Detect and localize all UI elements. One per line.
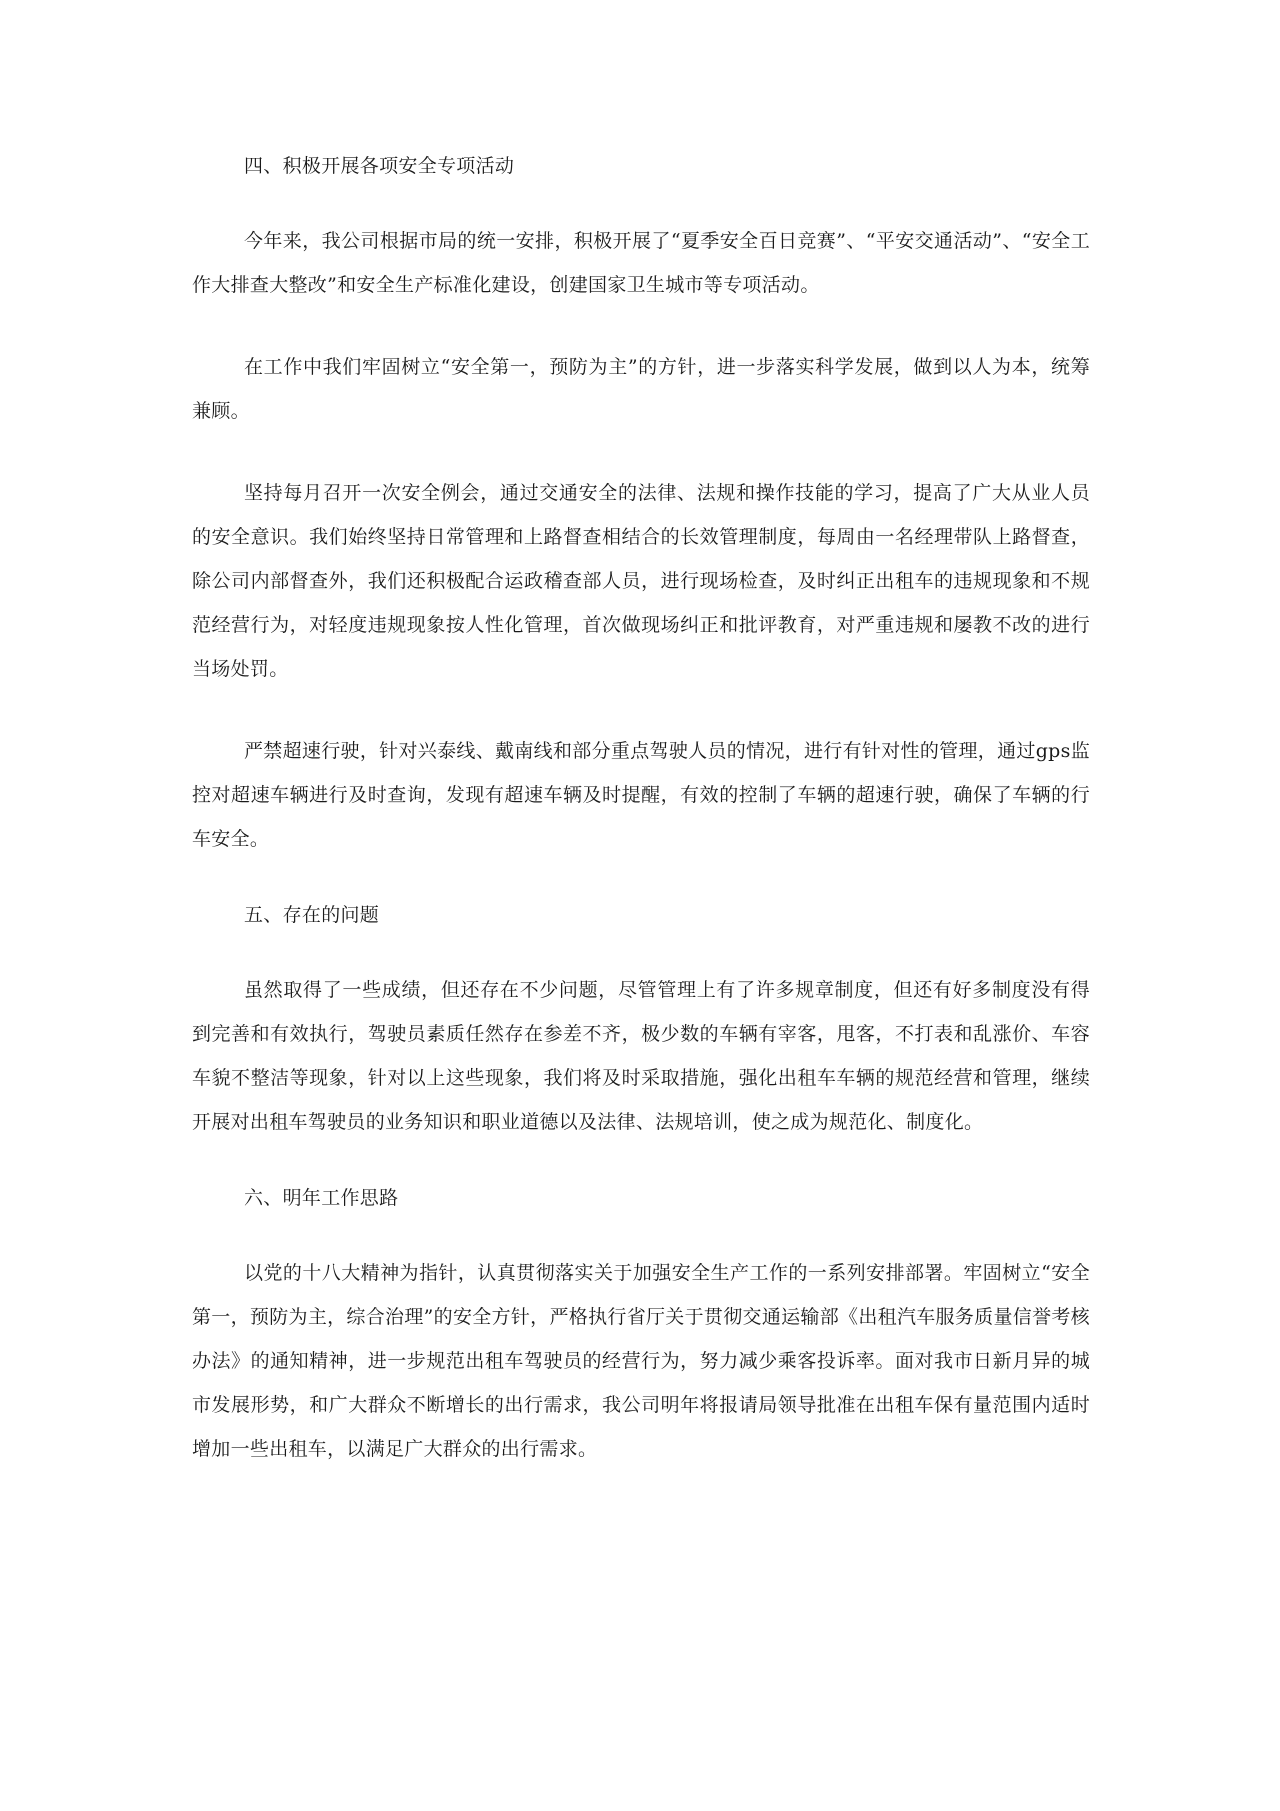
paragraph: 以党的十八大精神为指针，认真贯彻落实关于加强安全生产工作的一系列安排部署。牢固树立“安全第一，预防为主，综合治理”的安全方针，严格执行省厅关于贯彻交通运输部《出租汽车服务质量信誉考核办法》的通知精神，进一步规范出租车驾驶员的经营行为，努力减少乘客投诉率。面对我市日新月异的城市发展形势，和广大群众不断增长的出行需求，我公司明年将报请局领导批准在出租车保有量范围内适时增加一些出租车，以满足广大群众的出行需求。 [192, 1262, 1090, 1460]
section-heading: 六、明年工作思路 [244, 1187, 399, 1209]
paragraph: 坚持每月召开一次安全例会，通过交通安全的法律、法规和操作技能的学习，提高了广大从业人员的安全意识。我们始终坚持日常管理和上路督查相结合的长效管理制度，每周由一名经理带队上路督查，除公司内部督查外，我们还积极配合运政稽查部人员，进行现场检查，及时纠正出租车的违规现象和不规范经营行为，对轻度违规现象按人性化管理，首次做现场纠正和批评教育，对严重违规和屡教不改的进行当场处罚。 [192, 482, 1090, 680]
paragraph: 虽然取得了一些成绩，但还存在不少问题，尽管管理上有了许多规章制度，但还有好多制度没有得到完善和有效执行，驾驶员素质任然存在参差不齐，极少数的车辆有宰客，甩客，不打表和乱涨价、车容车貌不整洁等现象，针对以上这些现象，我们将及时采取措施，强化出租车车辆的规范经营和管理，继续开展对出租车驾驶员的业务知识和职业道德以及法律、法规培训，使之成为规范化、制度化。 [192, 979, 1090, 1133]
document-page [192, 150, 1090, 1471]
paragraph: 严禁超速行驶，针对兴泰线、戴南线和部分重点驾驶人员的情况，进行有针对性的管理，通过gps监控对超速车辆进行及时查询，发现有超速车辆及时提醒，有效的控制了车辆的超速行驶，确保了车辆的行车安全。 [192, 740, 1090, 850]
section-heading: 五、存在的问题 [244, 904, 380, 926]
paragraph: 今年来，我公司根据市局的统一安排，积极开展了“夏季安全百日竞赛”、“平安交通活动”、“安全工作大排查大整改”和安全生产标准化建设，创建国家卫生城市等专项活动。 [192, 230, 1090, 296]
paragraph: 在工作中我们牢固树立“安全第一，预防为主”的方针，进一步落实科学发展，做到以人为本，统筹兼顾。 [192, 356, 1090, 422]
section-heading: 四、积极开展各项安全专项活动 [244, 155, 515, 177]
